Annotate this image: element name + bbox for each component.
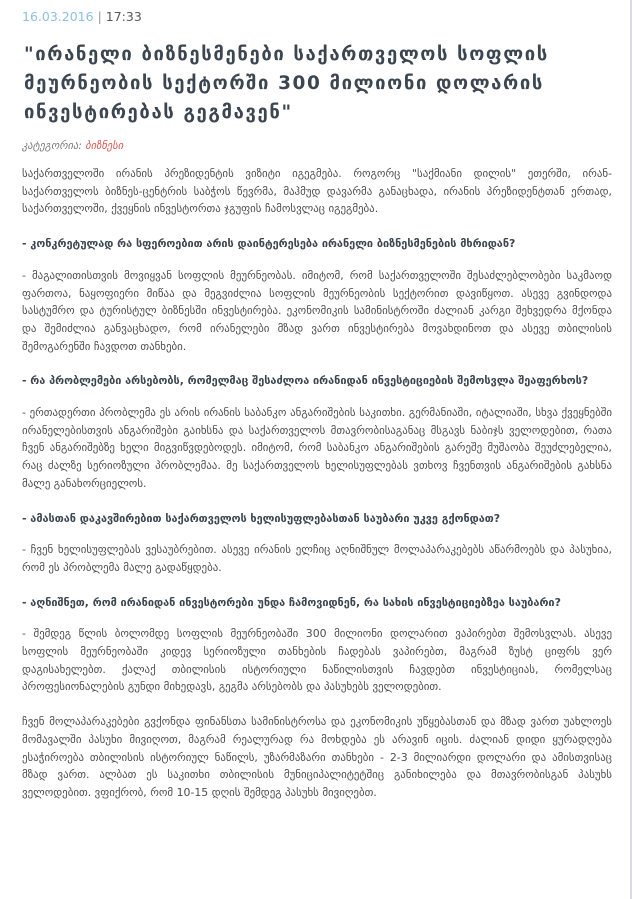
article-paragraph: ჩვენ მოლაპარაკებები გვქონდა ფინანსთა სამინისტროსა და ეკონომიკის უწყებასთან და მზად ვართ უახლოეს მომავალში პასუხი მივიღოთ, მაგრამ რეალურად რა მოხდება ეს არავინ იცის. ძალიან დიდი ყურადღება ესაჭიროება თბილისის ისტორიულ ნაწილს, უზარმაზარი თანხები - 2-3 მილიარდი დოლარი და ამისთვისაც მზად ვართ. ალბათ ეს საკითხი თბილისის მუნიციპალიტეტშიც განიხილება და მთავრობისგან პასუხს ველოდებით. ვფიქრობ, რომ 10-15 დღის შემდეგ პასუხს მივიღებთ.	[22, 715, 612, 799]
category-label: კატეგორია:	[22, 140, 82, 152]
interview-question: - რა პრობლემები არსებობს, რომელმაც შესაძლოა ირანიდან ინვესტიციების შემოსვლა შეაფერხოს?	[22, 374, 589, 388]
interview-question: - აღნიშნეთ, რომ ირანიდან ინვესტორები უნდა ჩამოვიდნენ, რა სახის ინვესტიციებზეა საუბარი?	[22, 595, 561, 609]
article-paragraph: - ერთადერთი პრობლემა ეს არის ირანის საბანკო ანგარიშების საკითხი. გერმანიაში, იტალიაში, სხვა ქვეყნებში ირანელებისთვის ანგარიშები გაიხსნა და საქართველოს მთავრობისაგანაც მსგავს ნაბიჯს ველოდებით, რათა ჩვენ ანგარიშებზე ხელი მიგვიწვდებოდეს. იმიტომ, რომ საბანკო ანგარიშების გარეშე მუშაობა შეუძლებელია, რაც ძალზე სერიოზული პრობლემაა. მე საქართველოს ხელისუფლებას ვთხოვ ჩვენთვის ანგარიშების გახსნა მალე განახორციელოს.	[22, 406, 612, 490]
article-category	[22, 140, 622, 152]
article-paragraph: - შემდეგ წლის ბოლომდე სოფლის მეურნეობაში 300 მილიონი დოლარით ვაპირებთ შემოსვლას. ასევე სოფლის მეურნეობაში კიდევ სერიოზული თანხების ჩადებას ვაპირებთ, მაგრამ ზუსტ ციფრს ვერ დაგისახელებთ. ქალაქ თბილისის ისტორიული ნაწილისთვის ჩავდებთ ინვესტიციას, რომელსაც პროფესიონალების გუნდი მიხედავს, გეგმა არსებობს და პასუხებს ველოდებით.	[22, 627, 612, 694]
article-paragraph: - მაგალითისთვის მოვიყვან სოფლის მეურნეობას. იმიტომ, რომ საქართველოში შესაძლებლობები საკმაოდ ფართოა, ნაყოფიერი მიწაა და მეგვიძლია სოფლის მეურნეობის სექტორით დავიწყოთ. ასევე გვინდოდა სასტუმრო და ტურისტულ ბიზნესში ინვესტირება. ეკონომიკის სამინისტროში ძალიან კარგი შეხვედრა მქონდა და შემიძლია განვაცხადო, რომ ირანელები მზად ვართ ინვესტირება მოვახდინოთ და ასევე თბილისის შემოგარენში ჩავდოთ თანხები.	[22, 268, 612, 353]
interview-question: - ამასთან დაკავშირებით საქართველოს ხელისუფლებასთან საუბარი უკვე გქონდათ?	[22, 511, 501, 525]
meta-separator: |	[97, 9, 102, 24]
publish-date: 16.03.2016	[22, 9, 94, 24]
article-meta	[22, 8, 622, 26]
article-paragraph: - ჩვენ ხელისუფლებას ვესაუბრებით. ასევე ირანის ელჩიც აღნიშნულ მოლაპარაკებებს აწარმოებს და პასუხია, რომ ეს პრობლემა მალე გადაწყდება.	[22, 543, 612, 574]
publish-time: 17:33	[105, 9, 142, 24]
interview-question: - კონკრეტულად რა სფეროებით არის დაინტერესება ირანელი ბიზნესმენების მხრიდან?	[22, 237, 516, 251]
category-link[interactable]: ბიზნესი	[85, 140, 124, 152]
article-title: "ირანელი ბიზნესმენები საქართველოს სოფლის მეურნეობის სექტორში 300 მილიონი დოლარის ინვესტირებას გეგმავენ"	[24, 44, 549, 123]
article-paragraph: საქართველოში ირანის პრეზიდენტის ვიზიტი იგეგმება. როგორც "საქმიანი დილის" ეთერში, ირან-საქართველოს ბიზნეს-ცენტრის საბჭოს წევრმა, მაჰმუდ დავარმა განაცხადა, ირანის პრეზიდენტთან ერთად, საქართველოში, ქვეყნის ინვესტორთა ჯგუფის ჩამოსვლაც იგეგმება.	[22, 167, 612, 216]
article-body	[22, 165, 612, 802]
